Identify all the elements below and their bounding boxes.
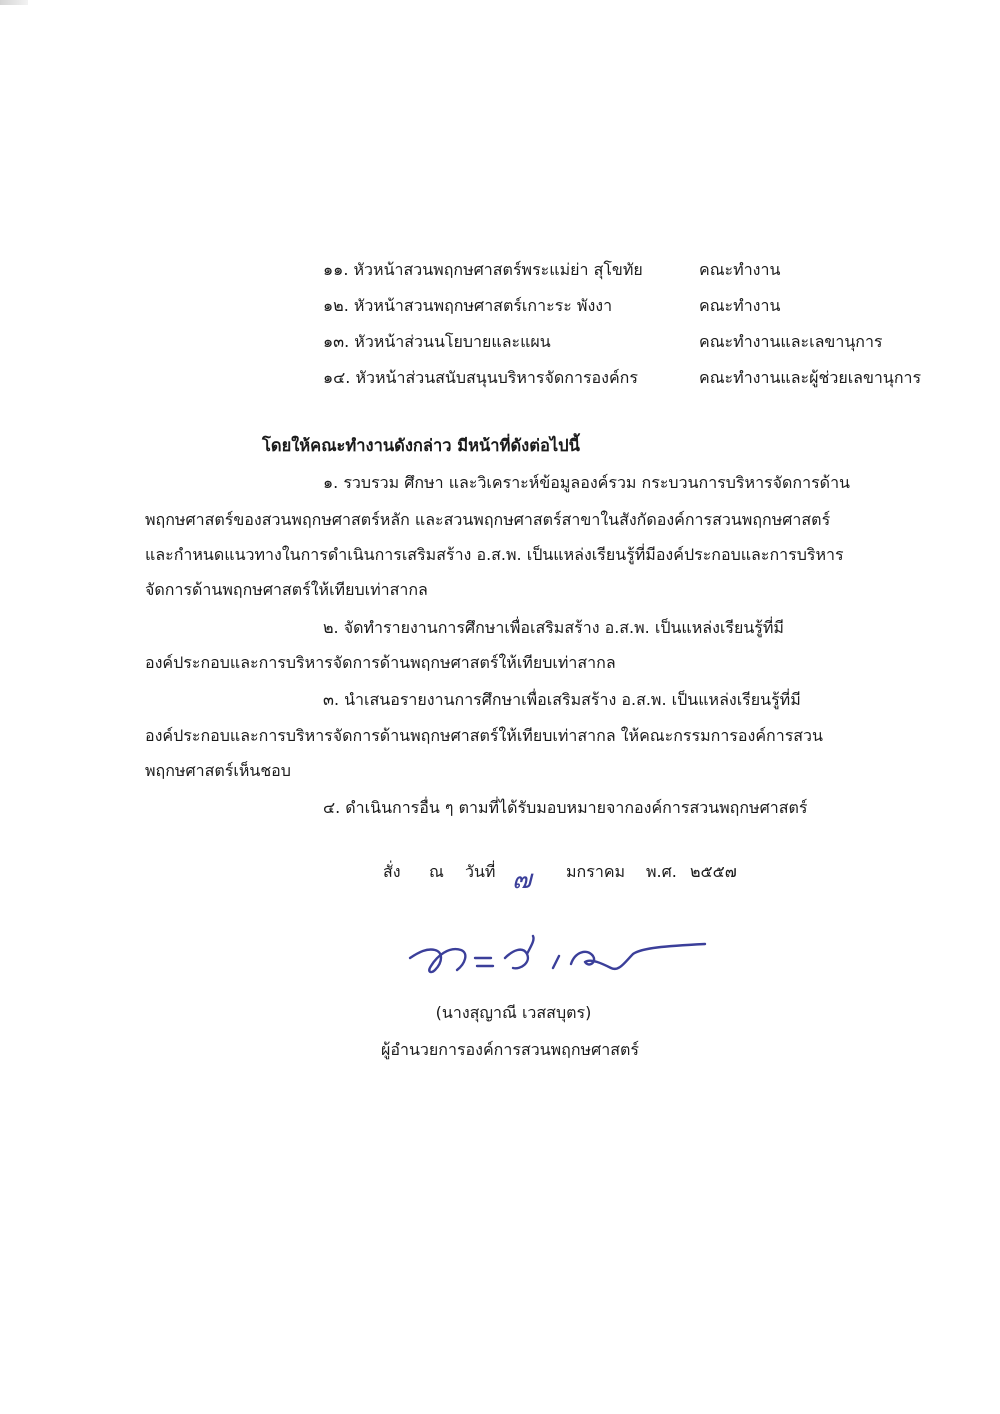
- signature-stroke: [475, 958, 493, 966]
- member-position: ๑๒. หัวหน้าสวนพฤกษศาสตร์เกาะระ พังงา: [323, 296, 613, 315]
- scan-corner-mark: [0, 0, 28, 5]
- member-role: คณะทำงานและเลขานุการ: [699, 332, 883, 351]
- member-role: คณะทำงานและผู้ช่วยเลขานุการ: [699, 368, 922, 387]
- member-position: ๑๑. หัวหน้าสวนพฤกษศาสตร์พระแม่ย่า สุโขทัย: [323, 260, 643, 279]
- signer-title: ผู้อำนวยการองค์การสวนพฤกษศาสตร์: [381, 1040, 639, 1059]
- era-label: พ.ศ.: [646, 862, 677, 881]
- at-label: ณ: [429, 862, 444, 881]
- year-label: ๒๕๕๗: [690, 862, 737, 881]
- duty-1-line: พฤกษศาสตร์ของสวนพฤกษศาสตร์หลัก และสวนพฤกษศาสตร์สาขาในสังกัดองค์การสวนพฤกษศาสตร์: [145, 510, 831, 529]
- duty-2-line: องค์ประกอบและการบริหารจัดการด้านพฤกษศาสตร์ให้เทียบเท่าสากล: [145, 653, 616, 672]
- signature-stroke: [505, 936, 534, 968]
- signature-stroke: [553, 956, 559, 968]
- duty-1-line: และกำหนดแนวทางในการดำเนินการเสริมสร้าง อ.ส.พ. เป็นแหล่งเรียนรู้ที่มีองค์ประกอบและการบริหาร: [145, 545, 844, 564]
- ordered-label: สั่ง: [383, 862, 401, 881]
- member-row: [323, 370, 943, 390]
- member-role: คณะทำงาน: [699, 296, 781, 315]
- member-row: [323, 262, 943, 282]
- duty-1-line: จัดการด้านพฤกษศาสตร์ให้เทียบเท่าสากล: [145, 580, 428, 599]
- day-label: วันที่: [465, 862, 496, 881]
- duties-heading: โดยให้คณะทำงานดังกล่าว มีหน้าที่ดังต่อไปนี้: [262, 436, 580, 455]
- member-position: ๑๓. หัวหน้าส่วนนโยบายและแผน: [323, 332, 551, 351]
- handwritten-day: ๗: [512, 865, 532, 895]
- member-row: [323, 298, 943, 318]
- duty-3-line: องค์ประกอบและการบริหารจัดการด้านพฤกษศาสตร์ให้เทียบเท่าสากล ให้คณะกรรมการองค์การสวน: [145, 726, 823, 745]
- duty-2-line: ๒. จัดทำรายงานการศึกษาเพื่อเสริมสร้าง อ.ส.พ. เป็นแหล่งเรียนรู้ที่มี: [323, 618, 784, 637]
- signature-image: [405, 928, 710, 980]
- month-label: มกราคม: [566, 862, 626, 881]
- duty-3-line: ๓. นำเสนอรายงานการศึกษาเพื่อเสริมสร้าง อ.ส.พ. เป็นแหล่งเรียนรู้ที่มี: [323, 690, 801, 709]
- signature-stroke: [571, 944, 705, 969]
- member-row: [323, 334, 943, 354]
- signer-name: (นางสุญาณี เวสสบุตร): [435, 1003, 592, 1022]
- member-position: ๑๔. หัวหน้าส่วนสนับสนุนบริหารจัดการองค์กร: [323, 368, 638, 387]
- member-role: คณะทำงาน: [699, 260, 781, 279]
- duty-4-line: ๔. ดำเนินการอื่น ๆ ตามที่ได้รับมอบหมายจากองค์การสวนพฤกษศาสตร์: [323, 798, 808, 817]
- signature-stroke: [410, 949, 465, 972]
- duty-1-line: ๑. รวบรวม ศึกษา และวิเคราะห์ข้อมูลองค์รวม กระบวนการบริหารจัดการด้าน: [323, 473, 850, 492]
- duty-3-line: พฤกษศาสตร์เห็นชอบ: [145, 761, 291, 780]
- order-date-line: [0, 861, 1000, 895]
